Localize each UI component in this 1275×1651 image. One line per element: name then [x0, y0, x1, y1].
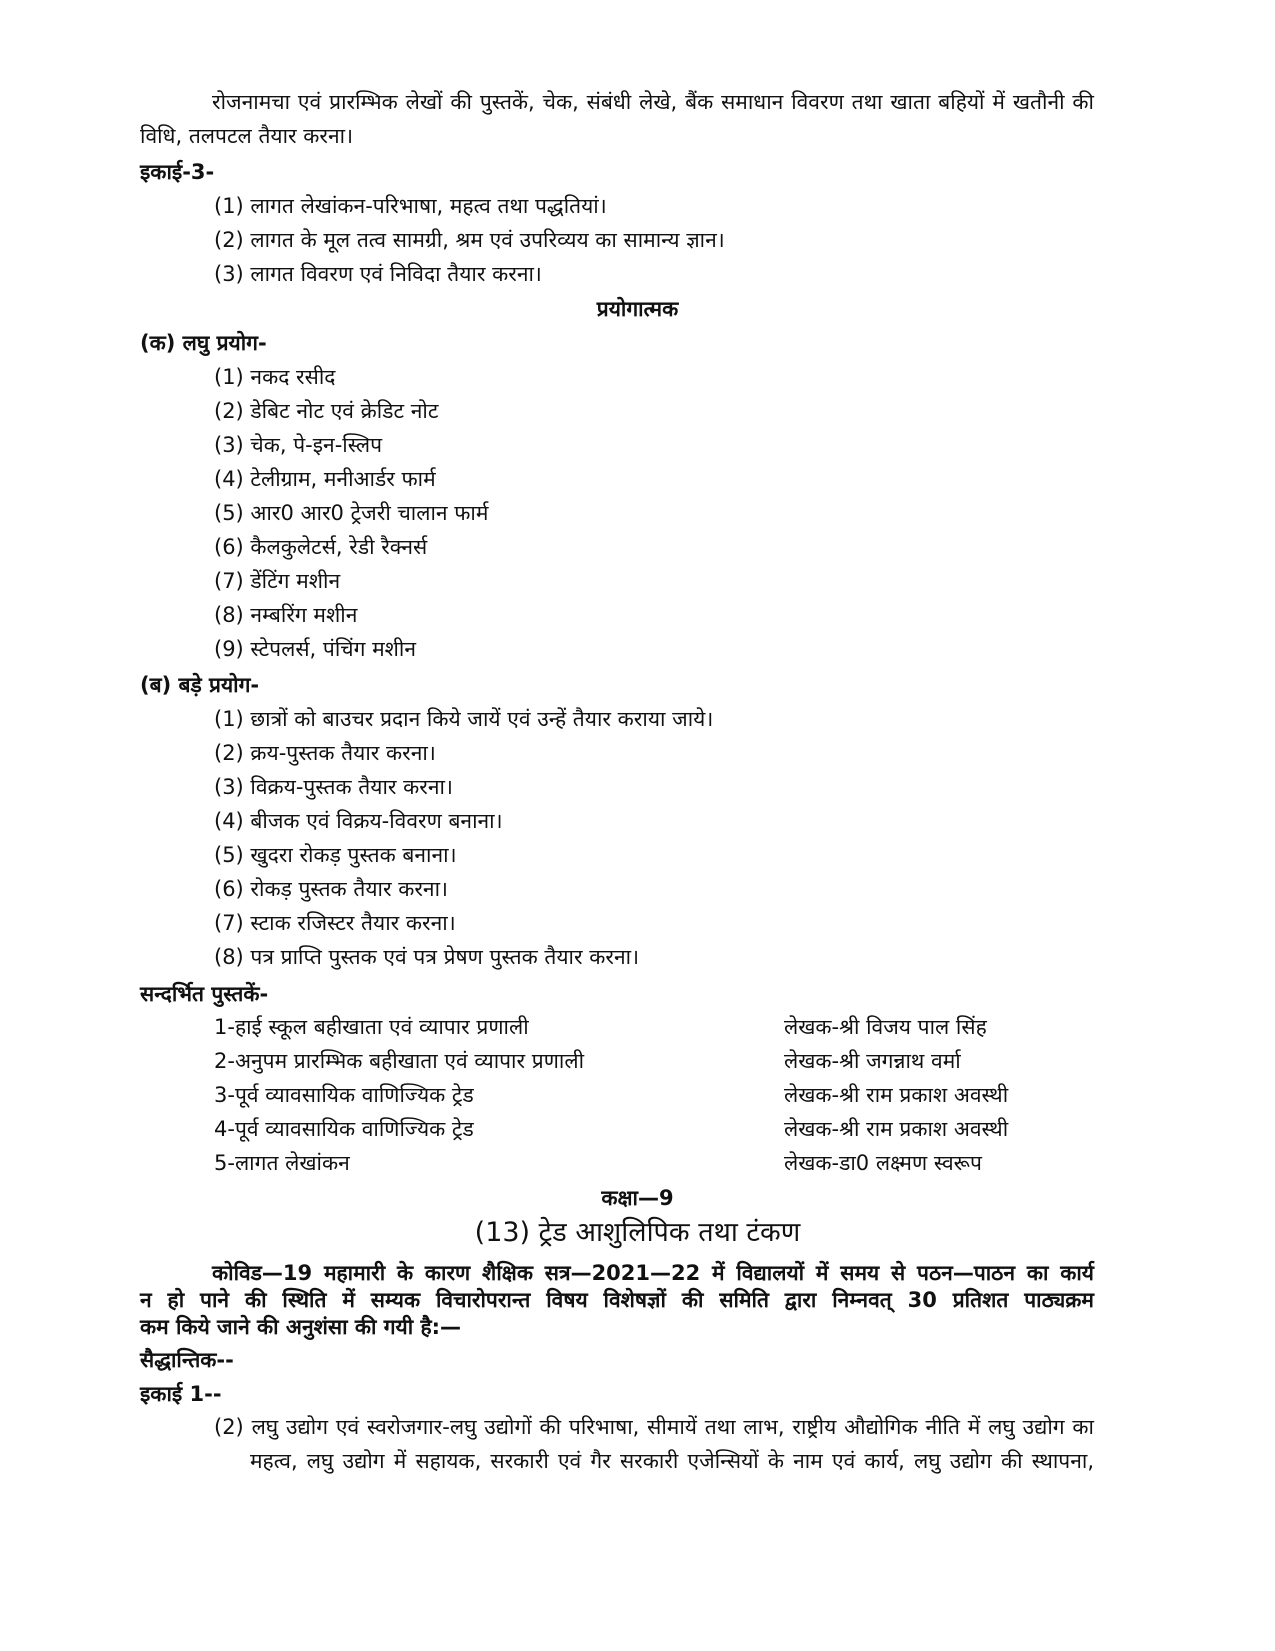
unit1-heading: इकाई 1-- — [140, 1382, 222, 1406]
major-item-4: (4) बीजक एवं विक्रय-विवरण बनाना। — [214, 809, 503, 833]
unit3-item-1: (1) लागत लेखांकन-परिभाषा, महत्व तथा पद्धतियां। — [214, 194, 607, 218]
reference-title-5: 5-लागत लेखांकन — [214, 1151, 350, 1175]
reference-author-4: लेखक-श्री राम प्रकाश अवस्थी — [784, 1117, 1009, 1141]
unit1-item-line-1: (2) लघु उद्योग एवं स्वरोजगार-लघु उद्योगों की परिभाषा, सीमायें तथा लाभ, राष्ट्रीय औद्योगिक नीति में लघु उद्योग का — [214, 1415, 1094, 1439]
major-item-5: (5) खुदरा रोकड़ पुस्तक बनाना। — [214, 843, 457, 867]
reference-title-2: 2-अनुपम प्रारम्भिक बहीखाता एवं व्यापार प्रणाली — [214, 1049, 585, 1073]
reference-author-1: लेखक-श्री विजय पाल सिंह — [784, 1015, 987, 1039]
practical-heading: प्रयोगात्मक — [596, 297, 679, 321]
reference-author-2: लेखक-श्री जगन्नाथ वर्मा — [784, 1049, 961, 1073]
minor-item-1: (1) नकद रसीद — [214, 365, 336, 389]
trade-title: (13) ट्रेड आशुलिपिक तथा टंकण — [474, 1217, 801, 1248]
minor-item-8: (8) नम्बरिंग मशीन — [214, 603, 358, 627]
minor-item-3: (3) चेक, पे-इन-स्लिप — [214, 433, 383, 457]
major-experiments-heading: (ब) बड़े प्रयोग- — [140, 673, 260, 697]
reference-author-3: लेखक-श्री राम प्रकाश अवस्थी — [784, 1083, 1009, 1107]
theory-heading: सैद्धान्तिक-- — [140, 1348, 234, 1372]
class-label: कक्षा—9 — [601, 1186, 674, 1210]
minor-item-5: (5) आर0 आर0 ट्रेजरी चालान फार्म — [214, 501, 489, 525]
major-item-3: (3) विक्रय-पुस्तक तैयार करना। — [214, 775, 453, 799]
minor-item-7: (7) डेंटिंग मशीन — [214, 569, 341, 593]
major-item-6: (6) रोकड़ पुस्तक तैयार करना। — [214, 877, 448, 901]
reference-author-5: लेखक-डा0 लक्ष्मण स्वरूप — [784, 1151, 982, 1175]
unit3-item-2: (2) लागत के मूल तत्व सामग्री, श्रम एवं उपरिव्यय का सामान्य ज्ञान। — [214, 228, 725, 252]
minor-item-2: (2) डेबिट नोट एवं क्रेडिट नोट — [214, 399, 439, 423]
major-item-1: (1) छात्रों को बाउचर प्रदान किये जायें एवं उन्हें तैयार कराया जाये। — [214, 707, 714, 731]
reference-title-1: 1-हाई स्कूल बहीखाता एवं व्यापार प्रणाली — [214, 1015, 529, 1039]
minor-item-6: (6) कैलकुलेटर्स, रेडी रैक्नर्स — [214, 535, 428, 559]
major-item-2: (2) क्रय-पुस्तक तैयार करना। — [214, 741, 436, 765]
intro-line-2: विधि, तलपटल तैयार करना। — [140, 124, 354, 148]
minor-item-9: (9) स्टेपलर्स, पंचिंग मशीन — [214, 637, 417, 661]
reference-title-4: 4-पूर्व व्यावसायिक वाणिज्यिक ट्रेड — [214, 1117, 474, 1141]
reference-title-3: 3-पूर्व व्यावसायिक वाणिज्यिक ट्रेड — [214, 1083, 474, 1107]
unit3-heading: इकाई-3- — [140, 160, 215, 184]
covid-notice-line-2: न हो पाने की स्थिति में सम्यक विचारोपरान्त विषय विशेषज्ञों की समिति द्वारा निम्नवत् 30 प्रतिशत पाठ्यक्रम — [140, 1288, 1094, 1312]
covid-notice-line-1: कोविड—19 महामारी के कारण शैक्षिक सत्र—2021—22 में विद्यालयों में समय से पठन—पाठन का कार्य — [212, 1261, 1094, 1285]
covid-notice-line-3: कम किये जाने की अनुशंसा की गयी है:— — [140, 1315, 462, 1339]
unit3-item-3: (3) लागत विवरण एवं निविदा तैयार करना। — [214, 262, 542, 286]
intro-line-1: रोजनामचा एवं प्रारम्भिक लेखों की पुस्तकें, चेक, संबंधी लेखे, बैंक समाधान विवरण तथा खाता बहियों में खतौनी की — [212, 90, 1094, 114]
references-heading: सन्दर्भित पुस्तकें- — [140, 982, 269, 1006]
major-item-8: (8) पत्र प्राप्ति पुस्तक एवं पत्र प्रेषण पुस्तक तैयार करना। — [214, 945, 640, 969]
major-item-7: (7) स्टाक रजिस्टर तैयार करना। — [214, 911, 456, 935]
minor-item-4: (4) टेलीग्राम, मनीआर्डर फार्म — [214, 467, 436, 491]
minor-experiments-heading: (क) लघु प्रयोग- — [140, 331, 267, 355]
unit1-item-line-2: महत्व, लघु उद्योग में सहायक, सरकारी एवं गैर सरकारी एजेन्सियों के नाम एवं कार्य, लघु उद्योग की स्थापना, — [250, 1449, 1094, 1473]
